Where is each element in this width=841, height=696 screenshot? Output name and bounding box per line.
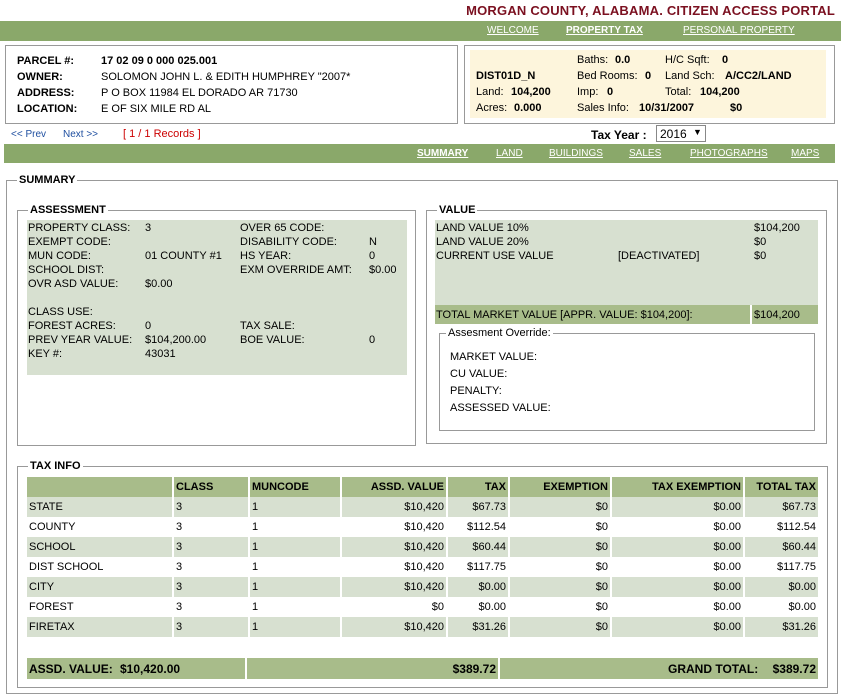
key-label: KEY #: [28,348,63,360]
owner-label: OWNER: [17,71,63,83]
portal-title: MORGAN COUNTY, ALABAMA. CITIZEN ACCESS PORTAL [466,3,835,18]
table-row [27,557,818,577]
row-class: 3 [173,497,249,517]
row-tax: $0.00 [447,577,509,597]
tax-year-label: Tax Year : [591,128,647,142]
land-label: Land: [476,86,504,98]
assessment-panel [27,220,407,375]
value-panel [435,220,818,305]
top-navigation [0,21,841,41]
baths-label: Baths: [577,54,609,66]
tax-year-value: 2016 [660,127,687,141]
assessment-legend: ASSESSMENT [30,204,106,216]
table-row [27,537,818,557]
row-tax: $112.54 [447,517,509,537]
total-market-value-label: TOTAL MARKET VALUE [APPR. VALUE: $104,200]: [436,309,693,321]
acres-label: Acres: [476,102,508,114]
col-header-tax: TAX [447,477,509,497]
row-name: CITY [27,577,173,597]
tab-sales[interactable]: SALES [629,148,662,159]
row-class: 3 [173,517,249,537]
col-header-tax-exemption: TAX EXEMPTION [611,477,744,497]
row-name: COUNTY [27,517,173,537]
location-label: LOCATION: [17,103,78,115]
disability-code-label: DISABILITY CODE: [240,236,337,248]
bedrooms-label: Bed Rooms: [577,70,638,82]
table-row [27,497,818,517]
table-header-row [27,477,818,497]
row-muncode: 1 [249,557,341,577]
col-header-assd-value: ASSD. VALUE [341,477,447,497]
next-record-link[interactable]: Next >> [63,129,99,140]
current-use-status: [DEACTIVATED] [618,250,700,262]
prev-year-value-label: PREV YEAR VALUE: [28,334,133,346]
imp-value: 0 [607,86,614,98]
district-code: DIST01D_N [476,70,536,82]
table-row [27,597,818,617]
footer-tax-total: $389.72 [452,662,496,676]
row-total-tax: $0.00 [744,577,818,597]
forest-acres-value: 0 [145,320,152,332]
row-muncode: 1 [249,517,341,537]
row-assd-value: $10,420 [341,537,447,557]
row-tax-exemption: $0.00 [611,537,744,557]
row-name: SCHOOL [27,537,173,557]
row-tax: $0.00 [447,597,509,617]
row-assd-value: $10,420 [341,617,447,637]
row-tax-exemption: $0.00 [611,617,744,637]
row-tax: $67.73 [447,497,509,517]
total-label: Total: [665,86,692,98]
row-muncode: 1 [249,537,341,557]
divider [750,305,752,324]
tax-year-select[interactable] [656,125,706,142]
parcel-number: 17 02 09 0 000 025.001 [101,55,218,67]
row-exemption: $0 [509,617,611,637]
total-value: 104,200 [700,86,740,98]
land-sch-label: Land Sch: [665,70,715,82]
address-value: P O BOX 11984 EL DORADO AR 71730 [101,87,298,99]
imp-label: Imp: [577,86,599,98]
row-name: STATE [27,497,173,517]
tab-land[interactable]: LAND [496,148,523,159]
tab-maps[interactable]: MAPS [791,148,820,159]
disability-code-value: N [369,236,377,248]
table-row [27,617,818,637]
row-assd-value: $10,420 [341,577,447,597]
row-tax-exemption: $0.00 [611,517,744,537]
hs-year-value: 0 [369,250,376,262]
acres-value: 0.000 [514,102,542,114]
row-total-tax: $0.00 [744,597,818,617]
row-exemption: $0 [509,497,611,517]
row-class: 3 [173,617,249,637]
hc-sqft-label: H/C Sqft: [665,54,710,66]
row-assd-value: $10,420 [341,517,447,537]
footer-assd-label: ASSD. VALUE: [29,662,113,676]
summary-legend: SUMMARY [19,174,76,186]
sales-date: 10/31/2007 [639,102,695,114]
row-muncode: 1 [249,577,341,597]
parcel-box [5,45,458,124]
table-row [27,577,818,597]
row-muncode: 1 [249,597,341,617]
table-row [27,517,818,537]
land-sch-value: A/CC2/LAND [725,70,792,82]
row-tax-exemption: $0.00 [611,577,744,597]
row-tax: $117.75 [447,557,509,577]
exm-override-amt-value: $0.00 [369,264,397,276]
row-total-tax: $31.26 [744,617,818,637]
row-tax-exemption: $0.00 [611,597,744,617]
row-muncode: 1 [249,497,341,517]
row-assd-value: $10,420 [341,497,447,517]
land-value-20: $0 [754,236,767,248]
class-use-label: CLASS USE: [28,306,93,318]
mun-code-value: 01 COUNTY #1 [145,250,222,262]
baths-value: 0.0 [615,54,631,66]
row-muncode: 1 [249,617,341,637]
row-exemption: $0 [509,537,611,557]
row-total-tax: $60.44 [744,537,818,557]
land-value: 104,200 [511,86,551,98]
total-market-value: $104,200 [754,309,800,321]
footer-grand-total-value: $389.72 [772,662,816,676]
key-value: 43031 [145,348,176,360]
row-class: 3 [173,577,249,597]
tax-sale-label: TAX SALE: [240,320,295,332]
row-exemption: $0 [509,517,611,537]
override-penalty-label: PENALTY: [450,385,502,397]
row-class: 3 [173,557,249,577]
footer-grand-total-cell [500,658,818,679]
col-header-total-tax: TOTAL TAX [744,477,818,497]
row-class: 3 [173,537,249,557]
row-name: FIRETAX [27,617,173,637]
sub-navigation [4,144,835,163]
row-class: 3 [173,597,249,617]
record-count: [ 1 / 1 Records ] [123,128,201,140]
sales-amount: $0 [730,102,743,114]
parcel-label: PARCEL #: [17,55,75,67]
tax-info-table [27,477,818,637]
nav-property-tax[interactable]: PROPERTY TAX [566,25,643,36]
row-total-tax: $67.73 [744,497,818,517]
forest-acres-label: FOREST ACRES: [28,320,116,332]
land-value-20-label: LAND VALUE 20% [436,236,529,248]
tab-photographs[interactable]: PHOTOGRAPHS [690,148,768,159]
value-legend: VALUE [439,204,476,216]
tax-info-legend: TAX INFO [30,460,81,472]
row-name: DIST SCHOOL [27,557,173,577]
hc-sqft-value: 0 [722,54,729,66]
override-assessed-value-label: ASSESSED VALUE: [450,402,551,414]
override-cu-value-label: CU VALUE: [450,368,508,380]
row-assd-value: $0 [341,597,447,617]
property-class-value: 3 [145,222,152,234]
row-tax: $60.44 [447,537,509,557]
assessment-override-legend: Assesment Override: [448,327,551,339]
row-exemption: $0 [509,557,611,577]
tab-buildings[interactable]: BUILDINGS [549,148,603,159]
row-exemption: $0 [509,577,611,597]
row-name: FOREST [27,597,173,617]
total-market-value-row [435,305,818,324]
exempt-code-label: EXEMPT CODE: [28,236,111,248]
location-value: E OF SIX MILE RD AL [101,103,212,115]
col-header-class: CLASS [173,477,249,497]
footer-assd-value: $10,420.00 [120,662,181,676]
exm-override-amt-label: EXM OVERRIDE AMT: [240,264,352,276]
nav-personal-property[interactable]: PERSONAL PROPERTY [683,25,795,36]
row-tax-exemption: $0.00 [611,497,744,517]
col-header-muncode: MUNCODE [249,477,341,497]
chevron-down-icon: ▼ [693,127,702,137]
row-exemption: $0 [509,597,611,617]
boe-value-label: BOE VALUE: [240,334,305,346]
row-tax-exemption: $0.00 [611,557,744,577]
row-tax: $31.26 [447,617,509,637]
hs-year-label: HS YEAR: [240,250,292,262]
current-use-value: $0 [754,250,767,262]
tab-summary[interactable]: SUMMARY [417,148,469,159]
row-assd-value: $10,420 [341,557,447,577]
land-value-10: $104,200 [754,222,800,234]
row-total-tax: $117.75 [744,557,818,577]
ovr-asd-value-label: OVR ASD VALUE: [28,278,119,290]
school-dist-label: SCHOOL DIST: [28,264,104,276]
bedrooms-value: 0 [645,70,652,82]
sales-info-label: Sales Info: [577,102,629,114]
footer-assd-value-cell [27,658,245,679]
property-class-label: PROPERTY CLASS: [28,222,131,234]
footer-grand-total-label: GRAND TOTAL: [668,662,759,676]
mun-code-label: MUN CODE: [28,250,91,262]
prev-record-link[interactable]: << Prev [11,129,47,140]
over-65-code-label: OVER 65 CODE: [240,222,325,234]
col-header-exemption: EXEMPTION [509,477,611,497]
address-label: ADDRESS: [17,87,75,99]
boe-value: 0 [369,334,376,346]
override-market-value-label: MARKET VALUE: [450,351,538,363]
footer-tax-cell [247,658,498,679]
prev-year-value: $104,200.00 [145,334,207,346]
col-header-name [27,477,173,497]
owner-value: SOLOMON JOHN L. & EDITH HUMPHREY "2007* [101,71,351,83]
current-use-value-label: CURRENT USE VALUE [436,250,554,262]
row-total-tax: $112.54 [744,517,818,537]
property-info-panel [470,50,826,118]
land-value-10-label: LAND VALUE 10% [436,222,529,234]
ovr-asd-value: $0.00 [145,278,173,290]
nav-welcome[interactable]: WELCOME [487,25,539,36]
